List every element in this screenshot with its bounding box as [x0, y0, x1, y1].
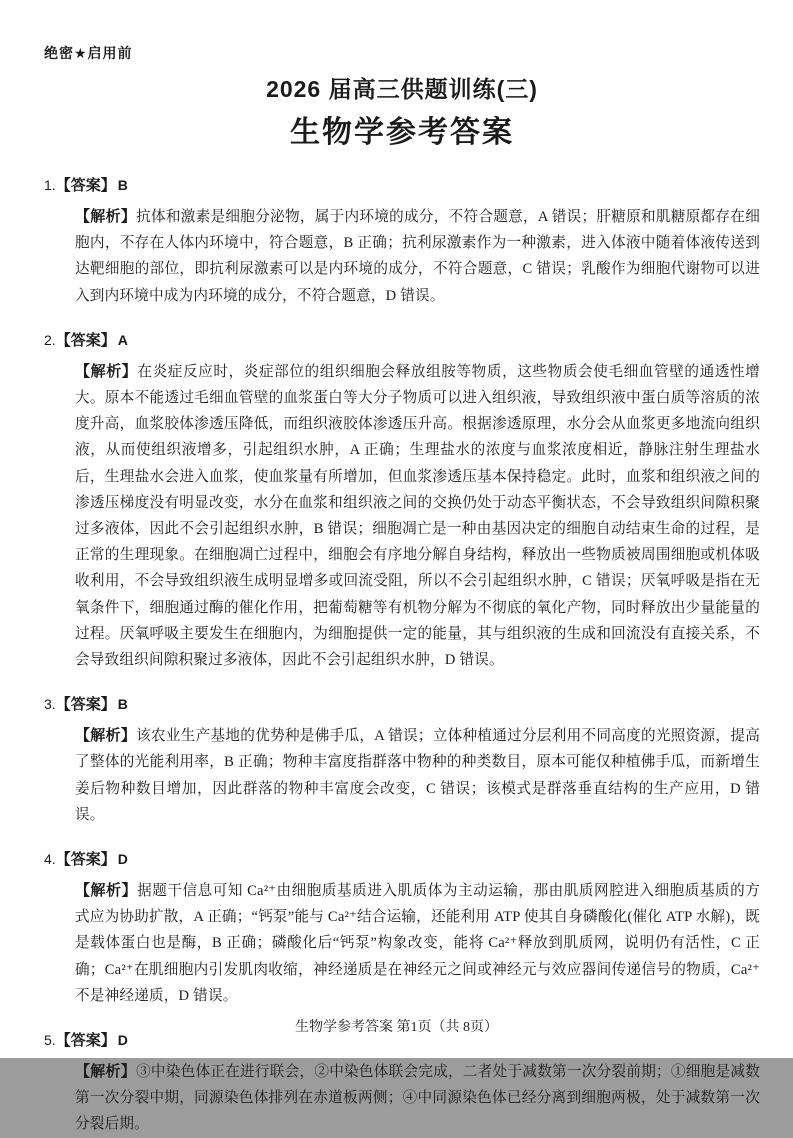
analysis-label: 【解析】 [75, 727, 137, 745]
question-number: 1. [44, 177, 56, 193]
answer-label: 【答案】 [55, 1032, 116, 1050]
question-number: 5. [44, 1032, 56, 1049]
analysis-label: 【解析】 [75, 208, 137, 225]
answer-letter: A [117, 331, 128, 348]
answer-item-3 [44, 693, 760, 828]
answer-line [44, 693, 760, 716]
answer-sheet-title: 生物学参考答案 [290, 116, 514, 149]
question-number: 2. [44, 331, 56, 348]
answer-line [44, 848, 760, 871]
answer-label: 【答案】 [55, 696, 116, 714]
answer-item-4 [44, 848, 760, 1009]
answer-label: 【答案】 [55, 331, 116, 349]
answer-letter: D [117, 1032, 128, 1049]
analysis-paragraph [75, 878, 760, 1009]
answer-letter: D [117, 851, 128, 868]
answer-item-2 [44, 329, 760, 673]
answer-letter: B [117, 696, 128, 713]
answer-item-5 [44, 1029, 760, 1138]
answer-line [44, 174, 760, 197]
analysis-text: ③中染色体正在进行联会，②中染色体联会完成，二者处于减数第一次分裂前期；①细胞是减数第一次分裂中期，同源染色体排列在赤道板两侧；④中同源染色体已经分离到细胞两极，处于减数第一次分裂后期。 [75, 1064, 760, 1133]
exam-title: 2026 届高三供题训练(三) [266, 76, 538, 102]
answer-label: 【答案】 [55, 177, 116, 194]
page-footer: 生物学参考答案 第1页（共 8页） [295, 1020, 498, 1035]
analysis-label: 【解析】 [75, 1063, 137, 1081]
classification-label: 绝密★启用前 [44, 45, 133, 61]
analysis-paragraph [75, 204, 760, 309]
analysis-paragraph [75, 723, 760, 828]
question-number: 3. [44, 696, 56, 713]
question-number: 4. [44, 851, 56, 868]
analysis-text: 该农业生产基地的优势种是佛手瓜，A 错误；立体种植通过分层利用不同高度的光照资源，提高了整体的光能利用率，B 正确；物种丰富度指群落中物种的种类数目，原本可能仅种植佛手瓜，而新增生姜后物种数目增加，因此群落的物种丰富度会改变，C 错误；该模式是群落垂直结构的生产应用，D 错误。 [75, 728, 760, 823]
answer-item-1 [44, 174, 760, 309]
analysis-paragraph [75, 359, 760, 673]
analysis-text: 在炎症反应时，炎症部位的组织细胞会释放组胺等物质，这些物质会使毛细血管壁的通透性增大。原本不能透过毛细血管壁的血浆蛋白等大分子物质可以进入组织液，导致组织液中蛋白质等溶质的浓度升高，血浆胶体渗透压降低，而组织液胶体渗透压升高。根据渗透原理，水分会从血浆更多地流向组织液，从而使组织液增多，引起组织水肿，A 正确；生理盐水的浓度与血浆浓度相近，静脉注射生理盐水后，生理盐水会进入血浆，使血浆量有所增加，但血浆渗透压基本保持稳定。此时，血浆和组织液之间的渗透压梯度没有明显改变，水分在血浆和组织液之间的交换仍处于动态平衡状态，不会导致组织间隙积聚过多液体，因此不会引起组织水肿，B 错误；细胞凋亡是一种由基因决定的细胞自动结束生命的过程，是正常的生理现象。在细胞凋亡过程中，细胞会有序地分解自身结构，释放出一些物质被周围细胞或机体吸收利用，不会导致组织液生成明显增多或回流受阻，所以不会引起组织水肿，C 错误；厌氧呼吸是指在无氧条件下，细胞通过酶的催化作用，把葡萄糖等有机物分解为不彻底的氧化产物，同时释放出少量能量的过程。厌氧呼吸主要发生在细胞内，为细胞提供一定的能量，其与组织液的生成和回流没有直接关系，不会导致组织间隙积聚过多液体，因此不会引起组织水肿，D 错误。 [75, 363, 760, 669]
analysis-label: 【解析】 [75, 362, 138, 380]
answer-line [44, 329, 760, 352]
analysis-text: 抗体和激素是细胞分泌物，属于内环境的成分，不符合题意，A 错误；肝糖原和肌糖原都存在细胞内，不存在人体内环境中，符合题意，B 正确；抗利尿激素作为一种激素，进入体液中随着体液传送到达靶细胞的部位，即抗利尿激素可以是内环境的成分，不符合题意，C 错误；乳酸作为细胞代谢物可以进入到内环境中成为内环境的成分，不符合题意，D 错误。 [75, 209, 760, 304]
answer-letter: B [117, 177, 128, 193]
analysis-paragraph [75, 1059, 760, 1138]
analysis-text: 据题干信息可知 Ca²⁺由细胞质基质进入肌质体为主动运输，那由肌质网腔进入细胞质基质的方式应为协助扩散，A 正确；“钙泵”能与 Ca²⁺结合运输，还能利用 ATP 使其自身磷酸化(催化 ATP 水解)，既是载体蛋白也是酶，B 正确；磷酸化后“钙泵”构象改变，能将 Ca²⁺释放到肌质网，说明仍有活性，C 正确；Ca²⁺在肌细胞内引发肌肉收缩，神经递质是在神经元之间或神经元与效应器间传递信号的物质，Ca²⁺不是神经递质，D 错误。 [75, 883, 760, 1004]
analysis-label: 【解析】 [75, 882, 138, 900]
answers-list [44, 174, 760, 1138]
answer-label: 【答案】 [55, 851, 116, 869]
